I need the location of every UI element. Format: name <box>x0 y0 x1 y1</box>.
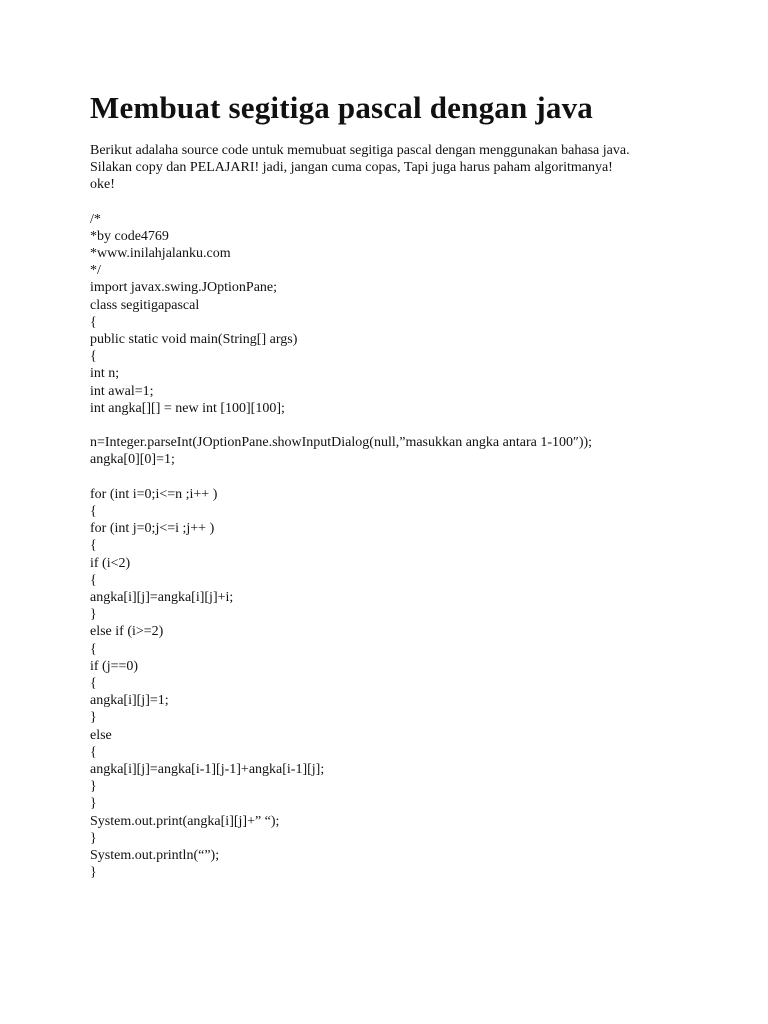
document-page <box>90 88 730 882</box>
code-line: angka[i][j]=angka[i-1][j-1]+angka[i-1][j]; <box>90 762 325 778</box>
code-line: else if (i>=2) <box>90 624 164 640</box>
intro-line: Silakan copy dan PELAJARI! jadi, jangan cuma copas, Tapi juga harus paham algoritmanya! <box>90 160 613 176</box>
code-line: angka[0][0]=1; <box>90 452 175 468</box>
code-line: int angka[][] = new int [100][100]; <box>90 400 285 416</box>
code-line: int n; <box>90 366 120 382</box>
page-title: Membuat segitiga pascal dengan java <box>90 90 593 125</box>
code-line: else <box>90 727 112 743</box>
code-line <box>90 469 730 486</box>
code-line: } <box>90 710 97 726</box>
code-line: { <box>90 349 97 365</box>
code-line: *www.inilahjalanku.com <box>90 246 231 262</box>
code-line: */ <box>90 263 101 279</box>
code-line: } <box>90 830 97 846</box>
code-line: n=Integer.parseInt(JOptionPane.showInputDialog(null,”masukkan angka antara 1-100″)); <box>90 435 593 451</box>
code-line: { <box>90 676 97 692</box>
code-line: import javax.swing.JOptionPane; <box>90 280 278 296</box>
code-line: { <box>90 572 97 588</box>
code-line: angka[i][j]=angka[i][j]+i; <box>90 590 234 606</box>
code-line: } <box>90 779 97 795</box>
intro-line: Berikut adalaha source code untuk memubuat segitiga pascal dengan menggunakan bahasa java. <box>90 143 630 158</box>
code-line: if (j==0) <box>90 658 139 674</box>
code-line: } <box>90 796 97 812</box>
code-line: for (int j=0;j<=i ;j++ ) <box>90 521 215 537</box>
code-line: /* <box>90 211 101 227</box>
code-line: { <box>90 504 97 520</box>
code-line: for (int i=0;i<=n ;i++ ) <box>90 486 218 502</box>
code-line: { <box>90 744 97 760</box>
code-line: class segitigapascal <box>90 297 200 313</box>
code-line: { <box>90 641 97 657</box>
code-line <box>90 417 730 434</box>
code-line: System.out.println(“”); <box>90 848 220 864</box>
code-line: *by code4769 <box>90 228 169 244</box>
code-line: System.out.print(angka[i][j]+” “); <box>90 813 280 829</box>
code-line: } <box>90 865 97 881</box>
code-line: angka[i][j]=1; <box>90 693 169 709</box>
code-line: if (i<2) <box>90 555 131 571</box>
code-line: { <box>90 538 97 554</box>
code-line: } <box>90 607 97 623</box>
intro-line: oke! <box>90 177 115 193</box>
intro-paragraph <box>90 142 730 194</box>
code-line: public static void main(String[] args) <box>90 332 298 348</box>
code-line: int awal=1; <box>90 383 154 399</box>
code-listing <box>90 211 730 882</box>
code-line: { <box>90 314 97 330</box>
